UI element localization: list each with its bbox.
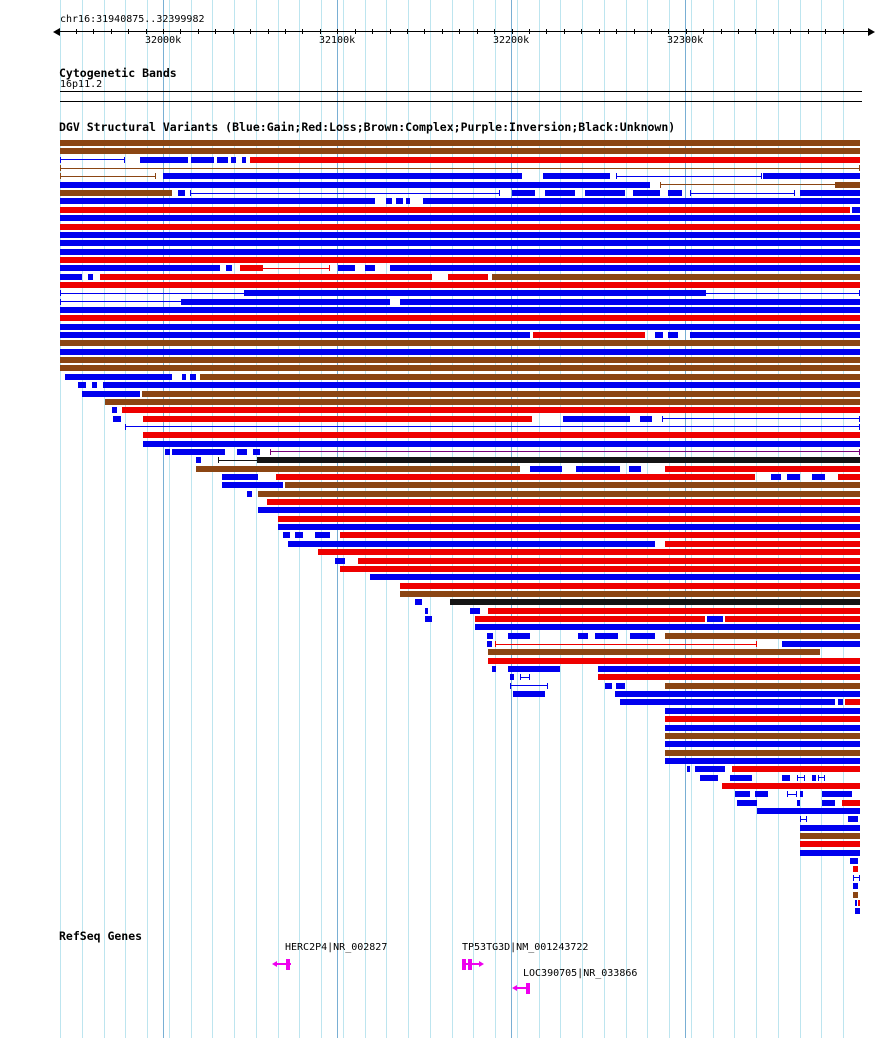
gene-exon-box[interactable] <box>462 959 466 970</box>
ruler-tick-label: 32100k <box>319 35 356 46</box>
ruler-tick-label: 32000k <box>145 35 182 46</box>
gene-left-arrow-icon <box>512 985 517 991</box>
refseq-track-title: RefSeq Genes <box>59 929 143 943</box>
gene-exon-box[interactable] <box>468 959 472 970</box>
gene-right-arrow-icon <box>479 961 484 967</box>
region-location-label: chr16:31940875..32399982 <box>60 14 205 25</box>
dgv-track-title: DGV Structural Variants (Blue:Gain;Red:Loss;Brown:Complex;Purple:Inversion;Black:Unknown) <box>59 120 676 134</box>
gene-label[interactable]: HERC2P4|NR_002827 <box>285 942 388 953</box>
gene-exon-box[interactable] <box>526 983 530 994</box>
cytogenetic-track-title: Cytogenetic Bands <box>59 66 177 80</box>
ruler-tick-label: 32200k <box>493 35 530 46</box>
cytogenetic-band-label: 16p11.2 <box>60 79 103 90</box>
gene-left-arrow-icon <box>272 961 277 967</box>
gene-label[interactable]: TP53TG3D|NM_001243722 <box>462 942 589 953</box>
gene-exon-box[interactable] <box>286 959 290 970</box>
gene-label[interactable]: LOC390705|NR_033866 <box>523 968 638 979</box>
ruler-tick-label: 32300k <box>667 35 704 46</box>
